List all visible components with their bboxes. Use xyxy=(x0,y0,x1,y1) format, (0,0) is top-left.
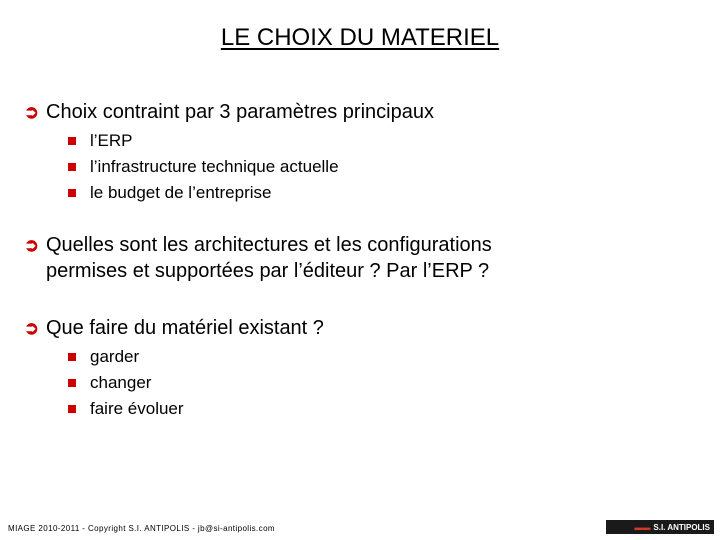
sub-item-text: garder xyxy=(90,347,140,366)
logo-text: S.I. ANTIPOLIS xyxy=(653,522,710,532)
sub-item-text: changer xyxy=(90,373,152,392)
sub-item-text: le budget de l’entreprise xyxy=(90,183,272,202)
sub-item-text: l’infrastructure technique actuelle xyxy=(90,157,339,176)
sub-item xyxy=(68,128,133,154)
square-bullet-icon xyxy=(68,189,76,197)
square-bullet-icon xyxy=(68,405,76,413)
square-bullet-icon xyxy=(68,163,76,171)
sub-item xyxy=(68,396,184,422)
slide-title: LE CHOIX DU MATERIEL xyxy=(220,24,500,51)
footer-copyright: MIAGE 2010-2011 - Copyright S.I. ANTIPOLIS - jb@si-antipolis.com xyxy=(8,524,275,533)
bullet-text xyxy=(46,232,492,284)
bullet-text-line1: Quelles sont les architectures et les configurations xyxy=(46,234,492,256)
arrow-bullet-icon: ➲ xyxy=(24,318,40,338)
bullet-architectures xyxy=(24,232,492,284)
sub-item-text: faire évoluer xyxy=(90,399,184,418)
square-bullet-icon xyxy=(68,353,76,361)
arrow-bullet-icon: ➲ xyxy=(24,102,40,122)
bullet-text: Choix contraint par 3 paramètres principaux xyxy=(46,101,434,123)
sub-item xyxy=(68,344,139,370)
square-bullet-icon xyxy=(68,379,76,387)
square-bullet-icon xyxy=(68,137,76,145)
sub-item xyxy=(68,370,151,396)
sub-item xyxy=(68,180,271,206)
sub-item-text: l’ERP xyxy=(90,131,133,150)
logo-mark-icon: ▬▬ xyxy=(634,522,651,532)
bullet-materiel xyxy=(24,315,324,341)
logo xyxy=(606,520,714,534)
arrow-bullet-icon: ➲ xyxy=(24,235,40,255)
bullet-text: Que faire du matériel existant ? xyxy=(46,317,324,339)
bullet-text-line2: permises et supportées par l’éditeur ? Par l’ERP ? xyxy=(46,260,490,282)
bullet-choix xyxy=(24,99,434,125)
sub-item xyxy=(68,154,339,180)
